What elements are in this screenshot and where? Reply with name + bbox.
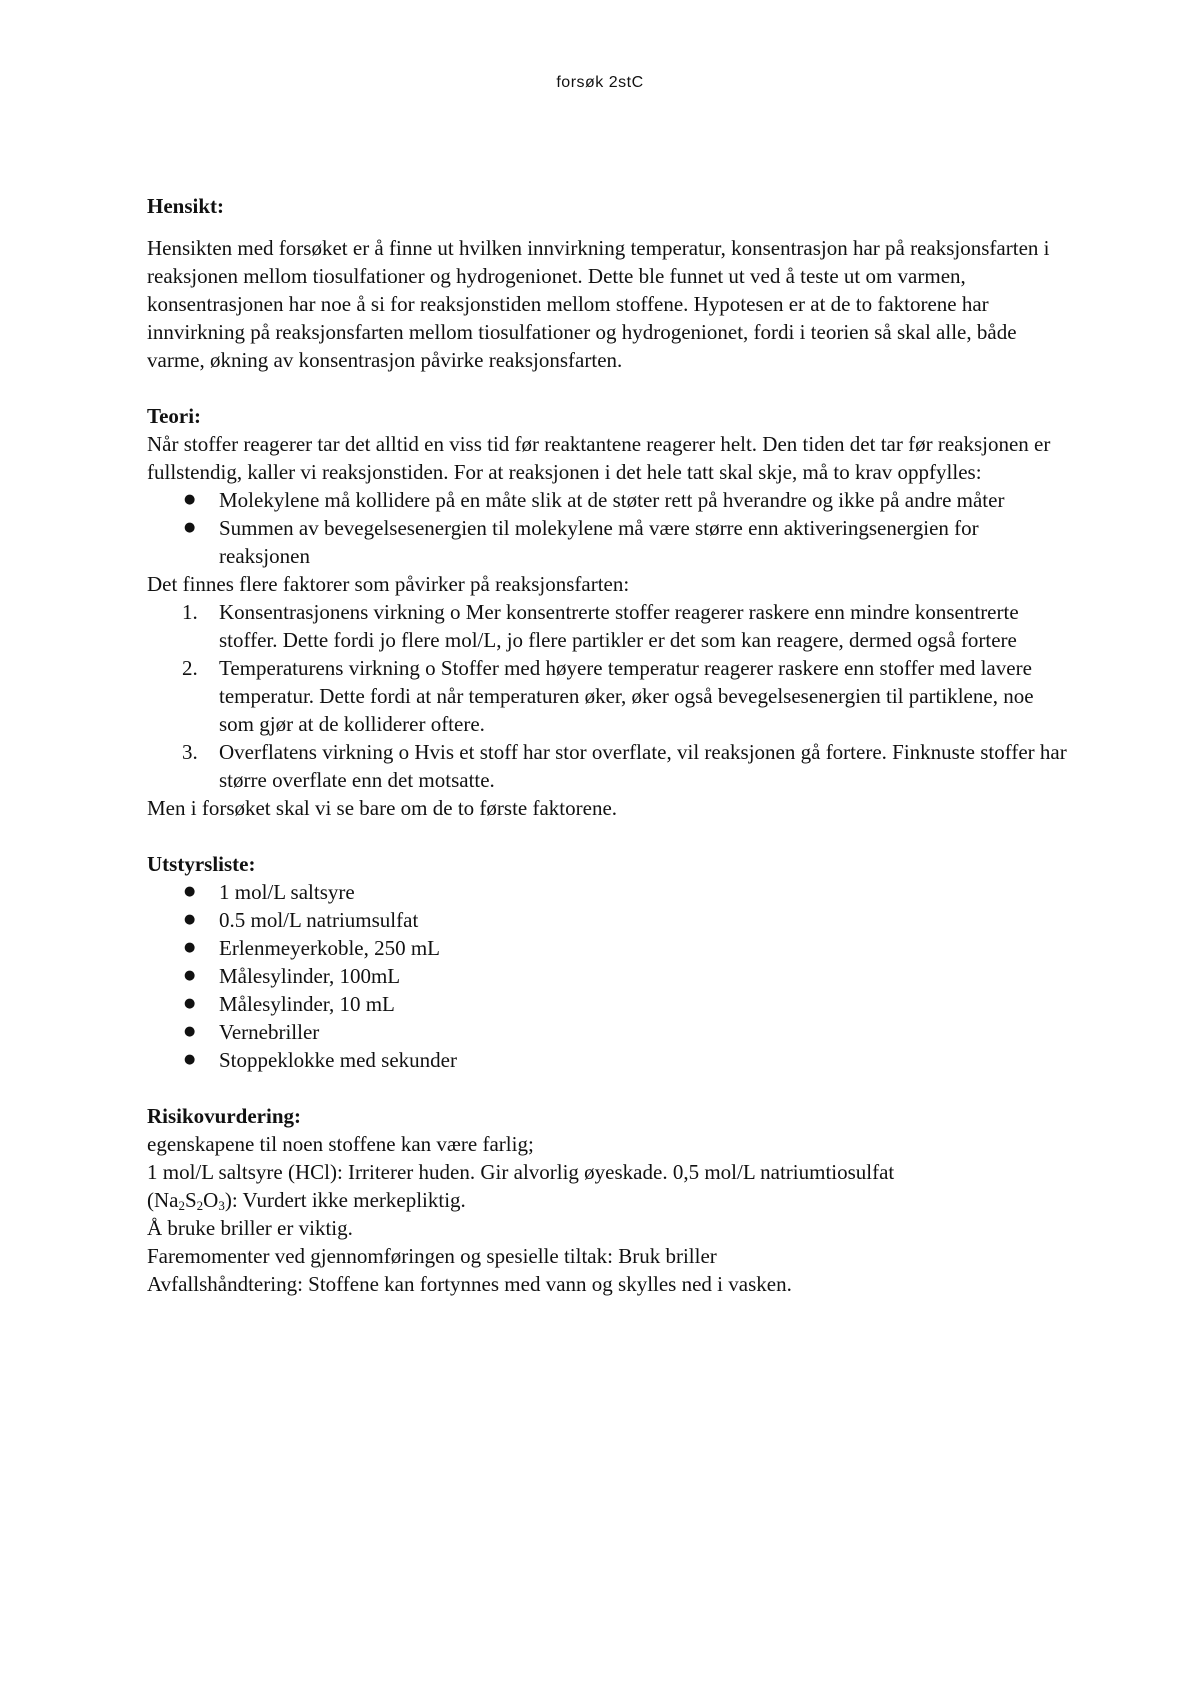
risiko-line: 1 mol/L saltsyre (HCl): Irriterer huden. Gir alvorlig øyeskade. 0,5 mol/L natriumtiosulfat xyxy=(147,1160,895,1184)
formula-part: O xyxy=(203,1188,219,1212)
list-item xyxy=(147,654,1067,738)
risiko-line: Avfallshåndtering: Stoffene kan fortynnes med vann og skylles ned i vasken. xyxy=(147,1272,792,1296)
list-text: Temperaturens virkning o Stoffer med høyere temperatur reagerer raskere enn stoffer med lavere temperatur. Dette fordi at når temperaturen øker, øker også bevegelsesenergien til partiklene, noe som gjør at de kolliderer oftere. xyxy=(219,656,1034,736)
hensikt-text: Hensikten med forsøket er å finne ut hvilken innvirkning temperatur, konsentrasjon har på reaksjonsfarten i reaksjonen mellom tiosulfationer og hydrogenionet. Dette ble funnet ut ved å teste ut om varmen, konsentrasjonen har noe å si for reaksjonstiden mellom stoffene. Hypotesen er at de to faktorene har innvirkning på reaksjonsfarten mellom tiosulfationer og hydrogenionet, fordi i teorien så skal alle, både varme, økning av konsentrasjon påvirke reaksjonsfarten. xyxy=(147,236,1050,372)
list-item: ● Målesylinder, 10 mL xyxy=(147,990,1067,1018)
formula-part: ): xyxy=(224,1188,238,1212)
equipment-list xyxy=(147,878,1067,1074)
page-header: forsøk 2stC xyxy=(556,74,644,91)
list-item: ● 0.5 mol/L natriumsulfat xyxy=(147,906,1067,934)
formula-part: (Na xyxy=(147,1188,179,1212)
formula-part: S xyxy=(184,1188,197,1212)
document-body xyxy=(147,192,1067,1298)
list-item: ● 1 mol/L saltsyre xyxy=(147,878,1067,906)
formula-subscript: 3 xyxy=(218,1198,225,1213)
factors-list xyxy=(147,598,1067,794)
risiko-line: Faremomenter ved gjennomføringen og spesielle tiltak: Bruk briller xyxy=(147,1244,717,1268)
list-item xyxy=(147,738,1067,794)
risiko-line xyxy=(147,1186,1067,1214)
list-number: 3. xyxy=(182,740,198,764)
list-number: 1. xyxy=(182,600,198,624)
list-item: ● Målesylinder, 100mL xyxy=(147,962,1067,990)
risiko-heading: Risikovurdering: xyxy=(147,1104,302,1128)
list-item xyxy=(147,598,1067,654)
risiko-line: Å bruke briller er viktig. xyxy=(147,1216,353,1240)
formula-subscript: 2 xyxy=(196,1198,204,1213)
teori-closing: Men i forsøket skal vi se bare om de to første faktorene. xyxy=(147,796,618,820)
list-text: Konsentrasjonens virkning o Mer konsentrerte stoffer reagerer raskere enn mindre konsentrerte stoffer. Dette fordi jo flere mol/L, jo flere partikler er det som kan reagere, dermed også fortere xyxy=(219,600,1019,652)
factors-intro: Det finnes flere faktorer som påvirker på reaksjonsfarten: xyxy=(147,572,630,596)
list-item: ● Molekylene må kollidere på en måte slik at de støter rett på hverandre og ikke på andre måter xyxy=(147,486,1067,514)
list-item: ● Stoppeklokke med sekunder xyxy=(147,1046,1067,1074)
hensikt-heading: Hensikt: xyxy=(147,194,225,218)
list-item: ● Summen av bevegelsesenergien til molekylene må være større enn aktiveringsenergien for reaksjonen xyxy=(147,514,1067,570)
teori-heading: Teori: xyxy=(147,404,202,428)
utstyr-heading: Utstyrsliste: xyxy=(147,852,256,876)
requirements-list xyxy=(147,486,1067,570)
risiko-line: egenskapene til noen stoffene kan være farlig; xyxy=(147,1132,534,1156)
list-item: ● Erlenmeyerkoble, 250 mL xyxy=(147,934,1067,962)
risiko-text: Vurdert ikke merkepliktig. xyxy=(237,1188,466,1212)
list-text: Overflatens virkning o Hvis et stoff har stor overflate, vil reaksjonen gå fortere. Finknuste stoffer har større overflate enn det motsatte. xyxy=(219,740,1067,792)
teori-intro: Når stoffer reagerer tar det alltid en viss tid før reaktantene reagerer helt. Den tiden det tar før reaksjonen er fullstendig, kaller vi reaksjonstiden. For at reaksjonen i det hele tatt skal skje, må to krav oppfylles: xyxy=(147,432,1051,484)
list-number: 2. xyxy=(182,656,198,680)
list-item: ● Vernebriller xyxy=(147,1018,1067,1046)
formula-subscript: 2 xyxy=(178,1198,185,1213)
